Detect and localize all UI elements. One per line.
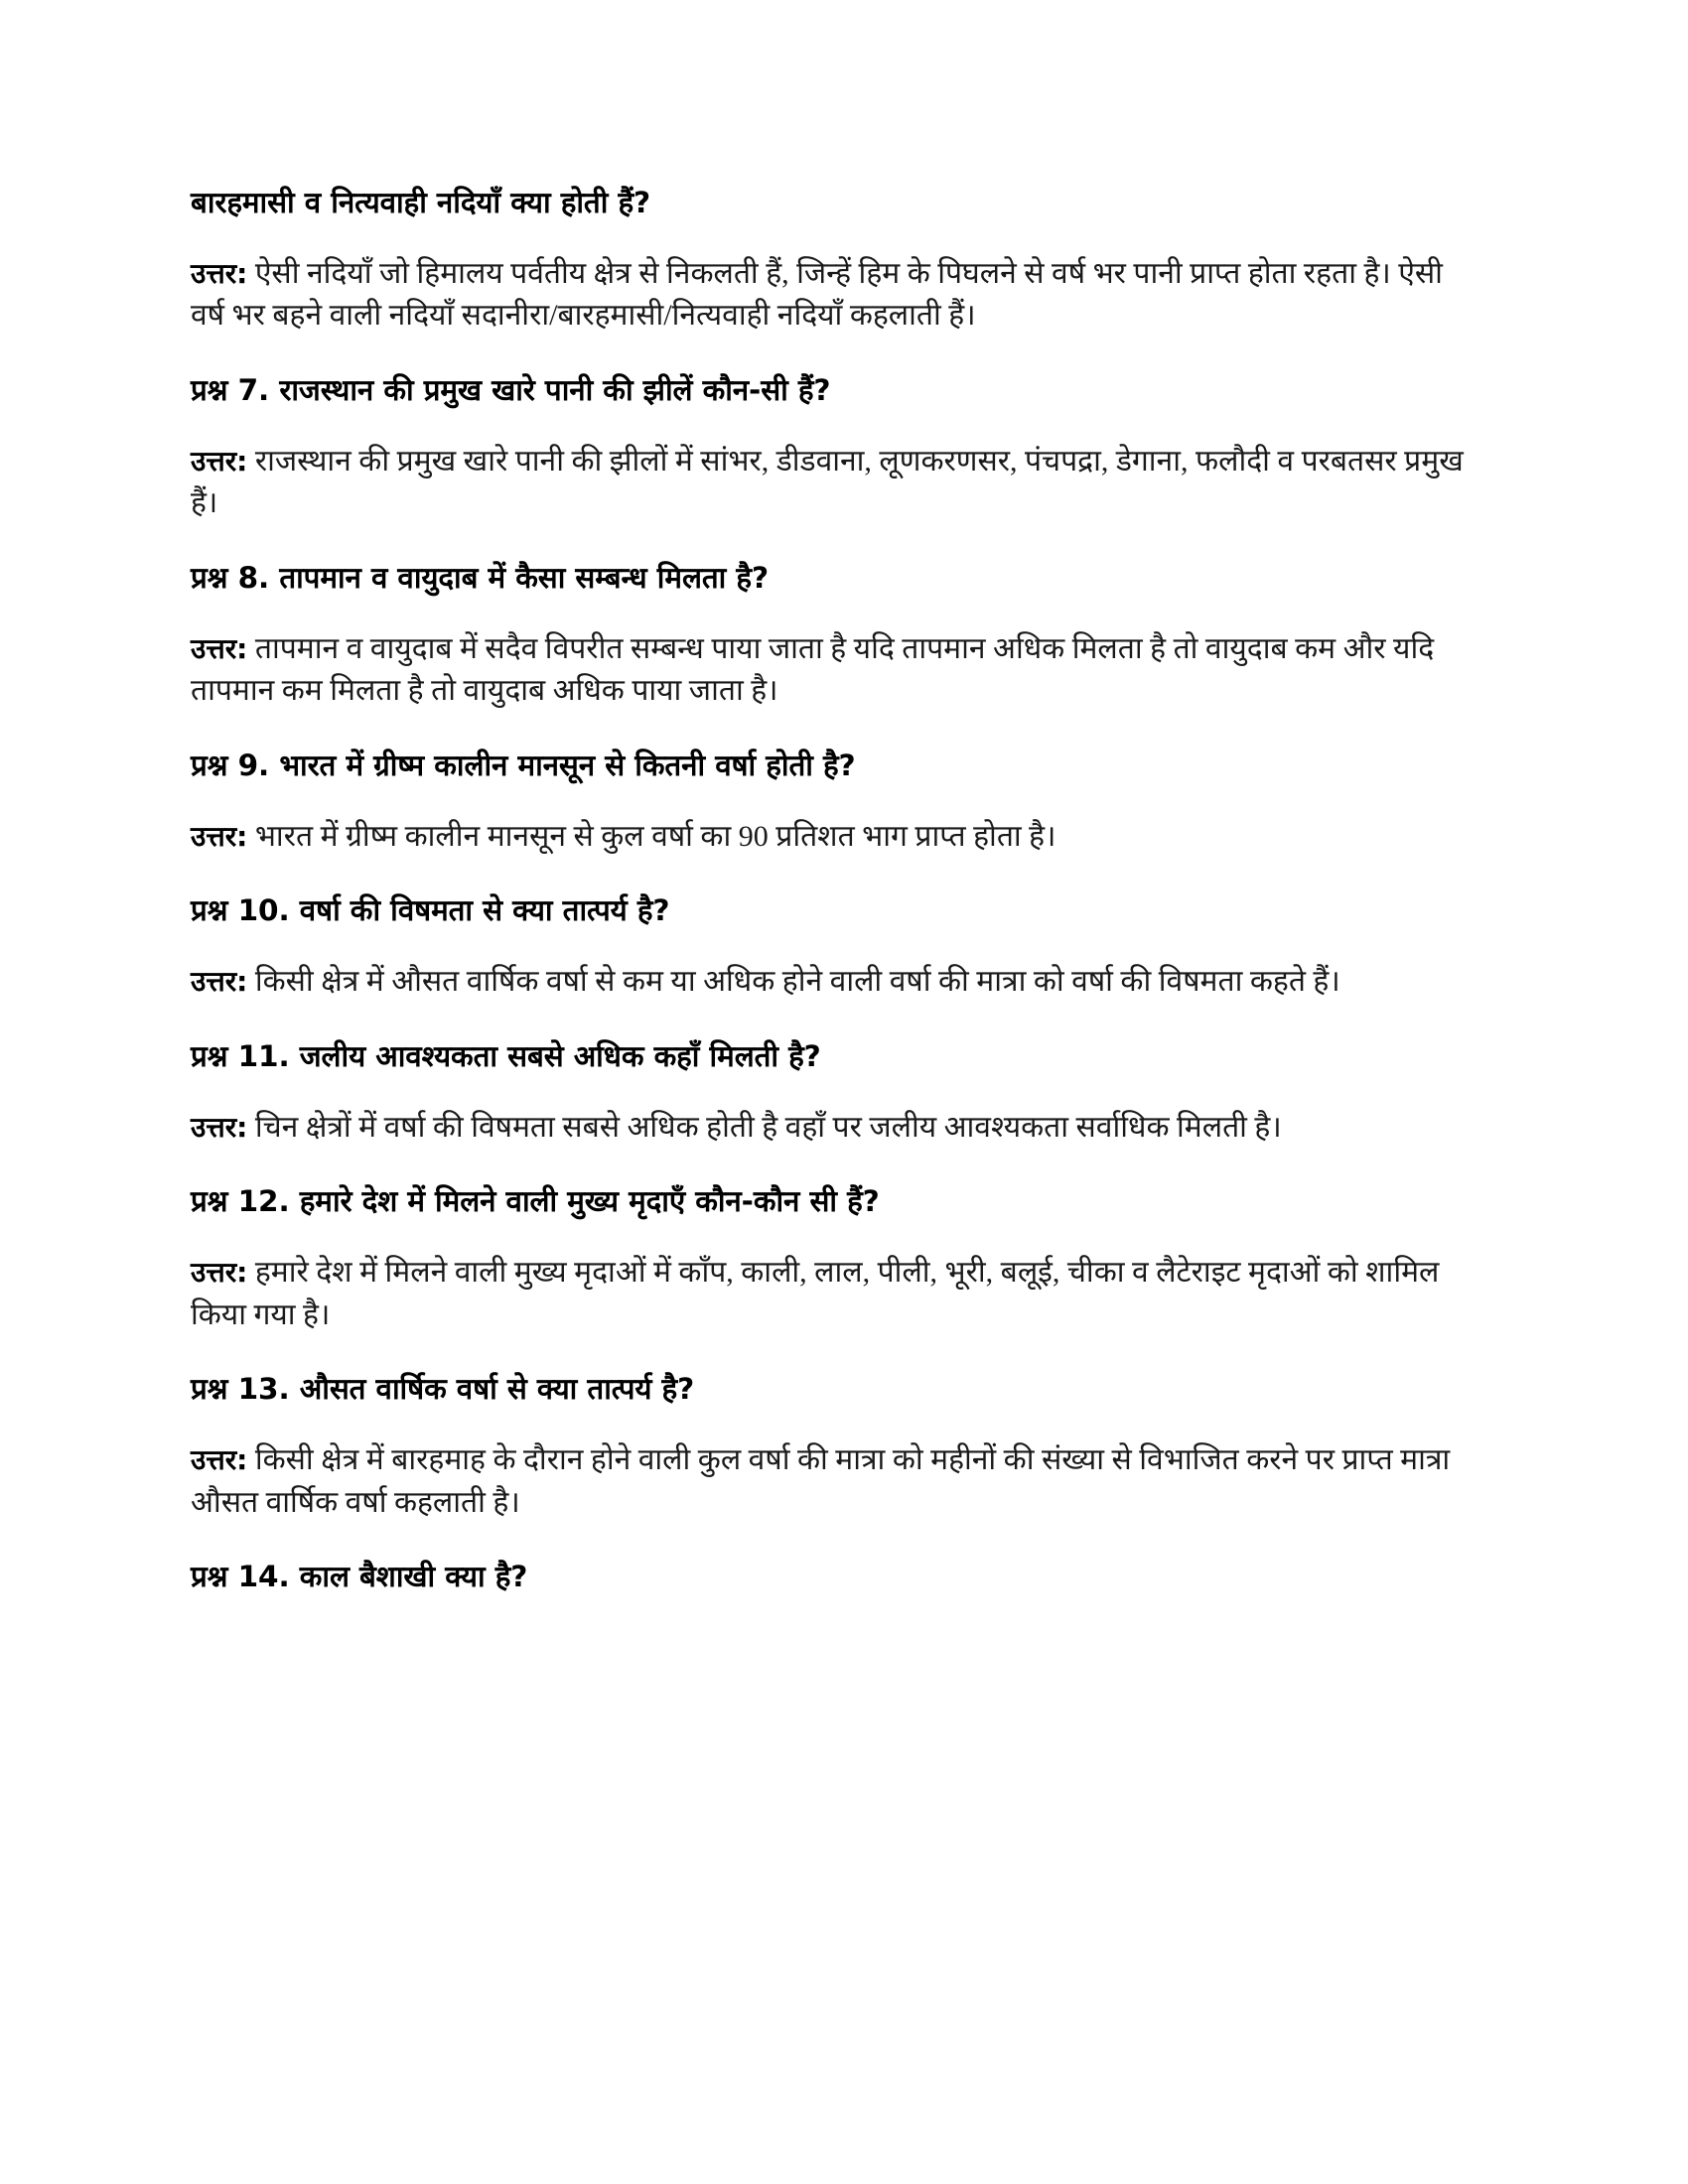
question-heading: बारहमासी व नित्यवाही नदियाँ क्या होती हैं?	[191, 186, 651, 219]
qa-block	[191, 747, 1479, 858]
answer-text: किसी क्षेत्र में औसत वार्षिक वर्षा से कम या अधिक होने वाली वर्षा की मात्रा को वर्षा की विषमता कहते हैं।	[254, 965, 1340, 999]
answer-paragraph	[191, 961, 1479, 1004]
question-heading: प्रश्न 10. वर्षा की विषमता से क्या तात्पर्य है?	[191, 893, 670, 928]
question-heading: प्रश्न 9. भारत में ग्रीष्म कालीन मानसून से कितनी वर्षा होती है?	[191, 749, 856, 782]
qa-block	[191, 184, 1479, 338]
answer-text: हमारे देश में मिलने वाली मुख्य मृदाओं में काँप, काली, लाल, पीली, भूरी, बलूई, चीका व लैटेराइट मृदाओं को शामिल किया गया है।	[191, 1256, 1440, 1331]
qa-block	[191, 1182, 1479, 1336]
answer-label: उत्तर:	[191, 819, 248, 853]
question-heading: प्रश्न 13. औसत वार्षिक वर्षा से क्या तात्पर्य है?	[191, 1372, 695, 1407]
answer-label: उत्तर:	[191, 631, 248, 665]
qa-block	[191, 371, 1479, 525]
answer-paragraph	[191, 816, 1479, 859]
answer-paragraph	[191, 1107, 1479, 1150]
answer-label: उत्तर:	[191, 1256, 248, 1290]
answer-paragraph	[191, 253, 1479, 338]
answer-paragraph	[191, 1252, 1479, 1336]
question-heading: प्रश्न 7. राजस्थान की प्रमुख खारे पानी की झीलें कौन-सी हैं?	[191, 373, 831, 407]
answer-label: उत्तर:	[191, 1110, 248, 1144]
answer-text: तापमान व वायुदाब में सदैव विपरीत सम्बन्ध पाया जाता है यदि तापमान अधिक मिलता है तो वायुदाब कम और यदि तापमान कम मिलता है तो वायुदाब अधिक पाया जाता है।	[191, 631, 1435, 708]
question-heading: प्रश्न 11. जलीय आवश्यकता सबसे अधिक कहाँ मिलती है?	[191, 1038, 821, 1073]
answer-text: चिन क्षेत्रों में वर्षा की विषमता सबसे अधिक होती है वहाँ पर जलीय आवश्यकता सर्वाधिक मिलती है।	[254, 1110, 1282, 1144]
answer-paragraph	[191, 441, 1479, 525]
question-heading: प्रश्न 12. हमारे देश में मिलने वाली मुख्य मृदाएँ कौन-कौन सी हैं?	[191, 1184, 880, 1219]
answer-paragraph	[191, 1439, 1479, 1524]
answer-text: किसी क्षेत्र में बारहमाह के दौरान होने वाली कुल वर्षा की मात्रा को महीनों की संख्या से विभाजित करने पर प्राप्त मात्रा औसत वार्षिक वर्षा कहलाती है।	[191, 1443, 1451, 1519]
answer-text: ऐसी नदियाँ जो हिमालय पर्वतीय क्षेत्र से निकलती हैं, जिन्हें हिम के पिघलने से वर्ष भर पानी प्राप्त होता रहता है। ऐसी वर्ष भर बहने वाली नदियाँ सदानीरा/बारहमासी/नित्यवाही नदियाँ कहलाती हैं।	[191, 256, 1443, 333]
answer-label: उत्तर:	[191, 1443, 248, 1477]
answer-text: राजस्थान की प्रमुख खारे पानी की झीलों में सांभर, डीडवाना, लूणकरणसर, पंचपद्रा, डेगाना, फलौदी व परबतसर प्रमुख हैं।	[191, 444, 1464, 520]
answer-label: उत्तर:	[191, 256, 248, 290]
answer-label: उत्तर:	[191, 444, 248, 478]
answer-paragraph	[191, 628, 1479, 713]
answer-text: भारत में ग्रीष्म कालीन मानसून से कुल वर्षा का 90 प्रतिशत भाग प्राप्त होता है।	[254, 819, 1056, 853]
answer-label: उत्तर:	[191, 965, 248, 999]
page-bottom-space	[191, 1631, 1479, 1750]
qa-block	[191, 1037, 1479, 1149]
qa-block	[191, 1558, 1479, 1597]
question-heading: प्रश्न 14. काल बैशाखी क्या है?	[191, 1560, 528, 1594]
qa-block	[191, 559, 1479, 713]
qa-block	[191, 891, 1479, 1003]
qa-block	[191, 1370, 1479, 1524]
question-heading: प्रश्न 8. तापमान व वायुदाब में कैसा सम्बन्ध मिलता है?	[191, 561, 769, 595]
